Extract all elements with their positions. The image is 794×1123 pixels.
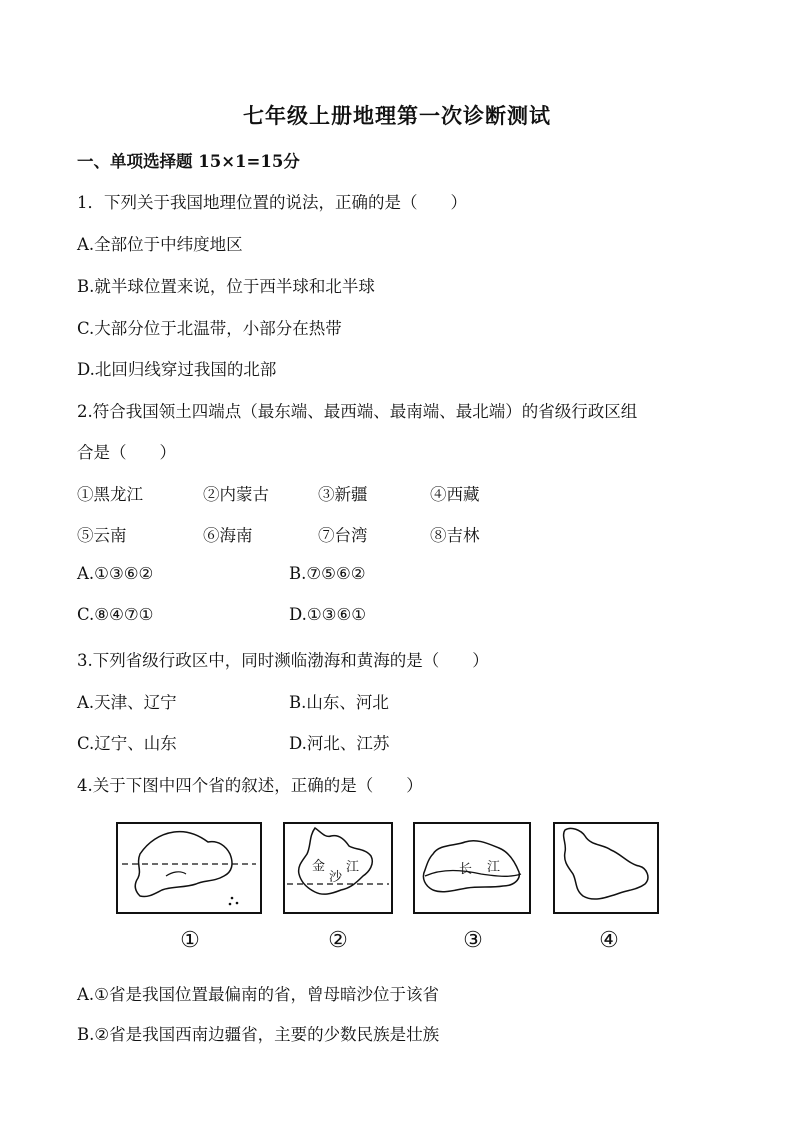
q1-option-d: D.北回归线穿过我国的北部 <box>77 360 277 379</box>
q3-option-a: A.天津、辽宁 <box>77 693 177 712</box>
q2-item: ⑥海南 <box>203 526 253 545</box>
river-label: 沙 <box>329 870 343 885</box>
province-outline-4 <box>555 824 657 912</box>
map-number-2: ② <box>328 928 348 953</box>
river-label: 江 <box>346 860 360 875</box>
province-map-4 <box>553 822 659 914</box>
section-heading: 一、单项选择题 15×1=15分 <box>77 152 300 171</box>
q3-option-b: B.山东、河北 <box>289 693 389 712</box>
province-map-2 <box>283 822 393 914</box>
map-number-3: ③ <box>463 928 483 953</box>
q2-item: ④西藏 <box>430 485 480 504</box>
river-label: 金 <box>312 859 326 874</box>
q2-stem-line1: 2.符合我国领土四端点（最东端、最西端、最南端、最北端）的省级行政区组 <box>77 402 638 421</box>
q2-item: ②内蒙古 <box>203 485 269 504</box>
map-number-4: ④ <box>599 928 619 953</box>
province-map-1 <box>116 822 262 914</box>
q2-option-c: C.⑧④⑦① <box>77 605 154 624</box>
q4-option-a: A.①省是我国位置最偏南的省，曾母暗沙位于该省 <box>77 985 439 1004</box>
q2-item: ⑦台湾 <box>318 526 368 545</box>
q3-stem: 3.下列省级行政区中，同时濒临渤海和黄海的是（ ） <box>77 651 489 670</box>
q2-item: ⑧吉林 <box>430 526 480 545</box>
q3-option-c: C.辽宁、山东 <box>77 734 177 753</box>
q2-option-b: B.⑦⑤⑥② <box>289 564 366 583</box>
q1-option-a: A.全部位于中纬度地区 <box>77 235 243 254</box>
province-outline-1 <box>118 824 260 912</box>
q1-option-b: B.就半球位置来说，位于西半球和北半球 <box>77 277 375 296</box>
q2-item: ⑤云南 <box>77 526 127 545</box>
q1-option-c: C.大部分位于北温带，小部分在热带 <box>77 319 342 338</box>
page-title: 七年级上册地理第一次诊断测试 <box>243 103 551 128</box>
q3-option-d: D.河北、江苏 <box>289 734 390 753</box>
river-label: 江 <box>487 860 501 875</box>
q2-stem-line2: 合是（ ） <box>77 443 176 462</box>
q2-item: ①黑龙江 <box>77 485 143 504</box>
map-number-1: ① <box>180 928 200 953</box>
river-label: 长 <box>459 862 473 877</box>
q4-stem: 4.关于下图中四个省的叙述，正确的是（ ） <box>77 776 423 795</box>
q2-item: ③新疆 <box>318 485 368 504</box>
q4-option-b: B.②省是我国西南边疆省，主要的少数民族是壮族 <box>77 1025 440 1044</box>
q2-option-a: A.①③⑥② <box>77 564 154 583</box>
q1-stem: 1．下列关于我国地理位置的说法，正确的是（ ） <box>77 193 467 212</box>
province-map-3 <box>413 822 531 914</box>
q2-option-d: D.①③⑥① <box>289 605 367 624</box>
